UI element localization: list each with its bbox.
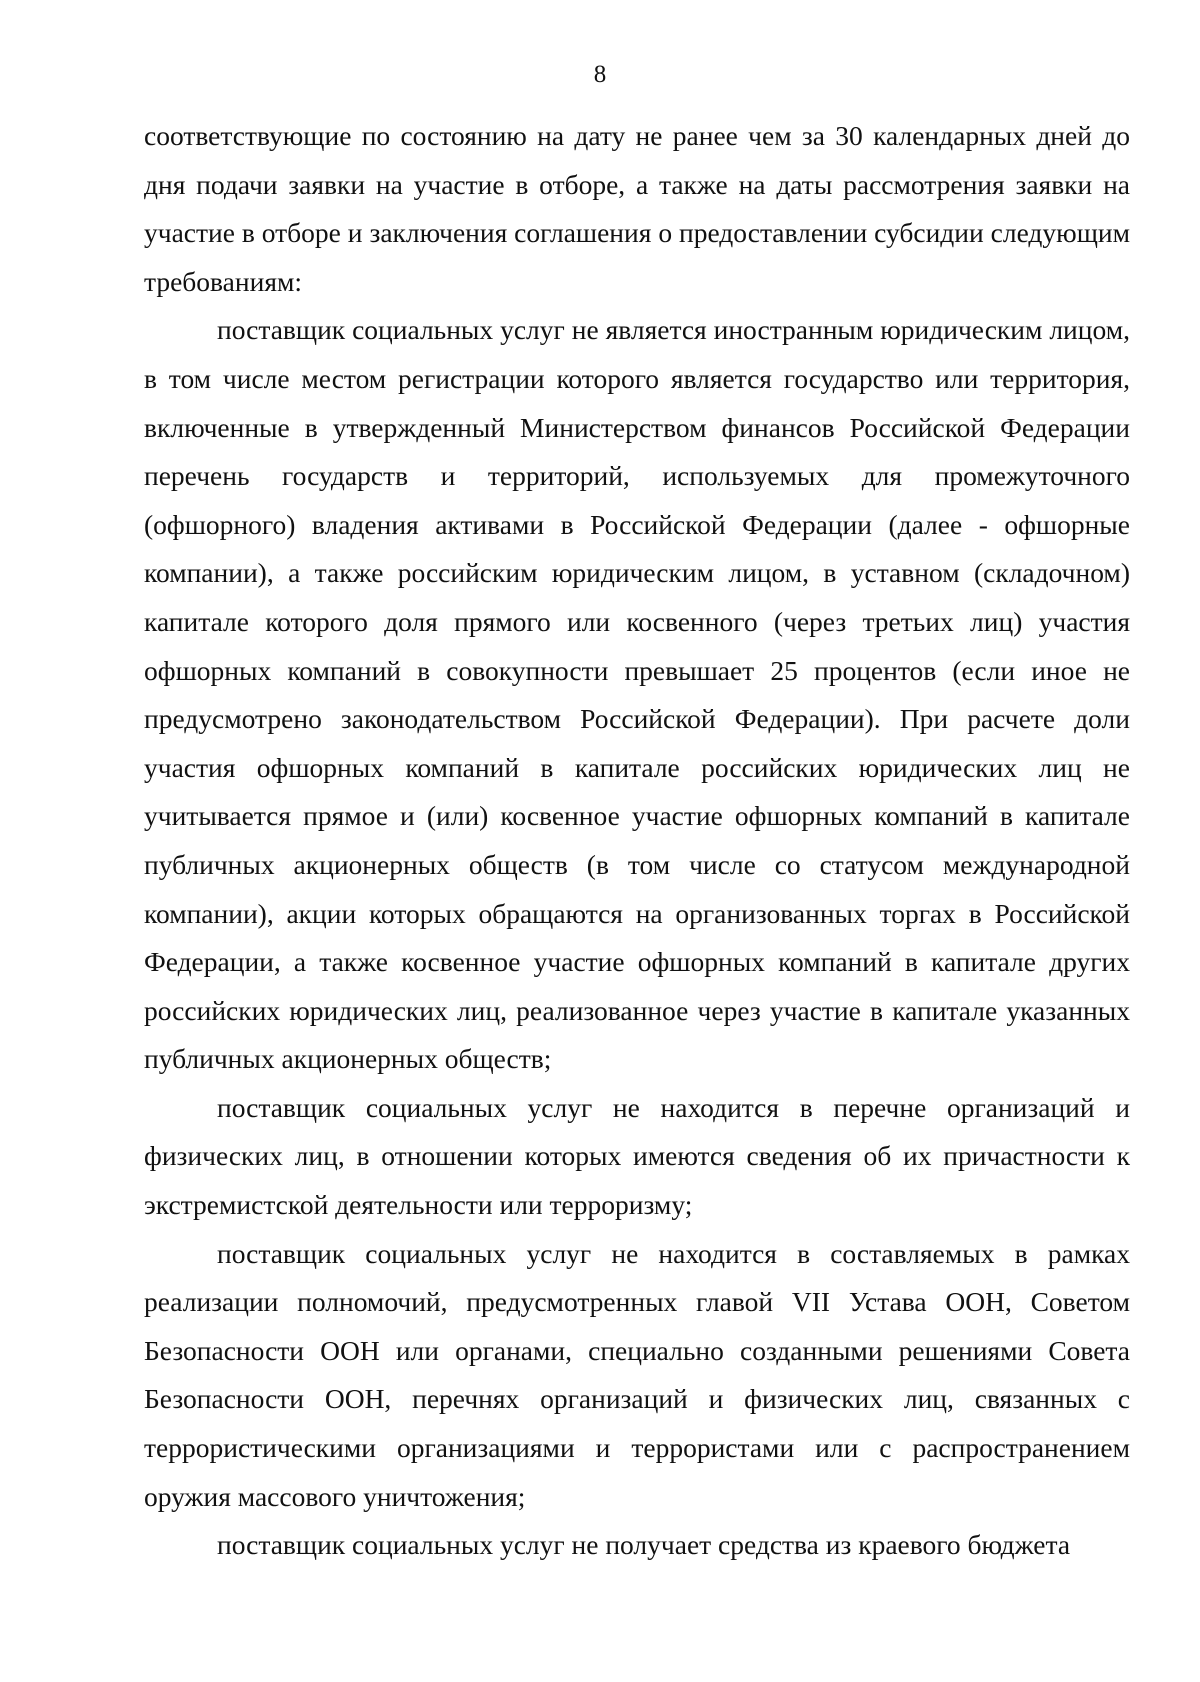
- paragraph-extremism-requirement: поставщик социальных услуг не находится в перечне организаций и физических лиц, в отношении которых имеются сведения об их причастности к экстремистской деятельности или терроризму;: [144, 1091, 1130, 1221]
- paragraph-requirements-intro: соответствующие по состоянию на дату не ранее чем за 30 календарных дней до дня подачи заявки на участие в отборе, а также на даты рассмотрения заявки на участие в отборе и заключения соглашения о предоставлении субсидии следующим требованиям:: [144, 120, 1130, 297]
- paragraph-un-sanctions-requirement: поставщик социальных услуг не находится в составляемых в рамках реализации полномочий, предусмотренных главой VII Устава ООН, Советом Безопасности ООН или органами, специально созданными решениями Совета Безопасности ООН, перечнях организаций и физических лиц, связанных с террористическими организациями и террористами или с распространением оружия массового уничтожения;: [144, 1237, 1130, 1512]
- paragraph-budget-funds-requirement: поставщик социальных услуг не получает средства из краевого бюджета: [217, 1529, 1071, 1561]
- document-body: [144, 112, 1130, 1570]
- page-number: 8: [593, 61, 607, 88]
- paragraph-offshore-requirement: поставщик социальных услуг не является иностранным юридическим лицом, в том числе местом регистрации которого является государство или территория, включенные в утвержденный Министерством финансов Российской Федерации перечень государств и территорий, используемых для промежуточного (офшорного) владения активами в Российской Федерации (далее - офшорные компании), а также российским юридическим лицом, в уставном (складочном) капитале которого доля прямого или косвенного (через третьих лиц) участия офшорных компаний в совокупности превышает 25 процентов (если иное не предусмотрено законодательством Российской Федерации). При расчете доли участия офшорных компаний в капитале российских юридических лиц не учитывается прямое и (или) косвенное участие офшорных компаний в капитале публичных акционерных обществ (в том числе со статусом международной компании), акции которых обращаются на организованных торгах в Российской Федерации, а также косвенное участие офшорных компаний в капитале других российских юридических лиц, реализованное через участие в капитале указанных публичных акционерных обществ;: [144, 314, 1130, 1075]
